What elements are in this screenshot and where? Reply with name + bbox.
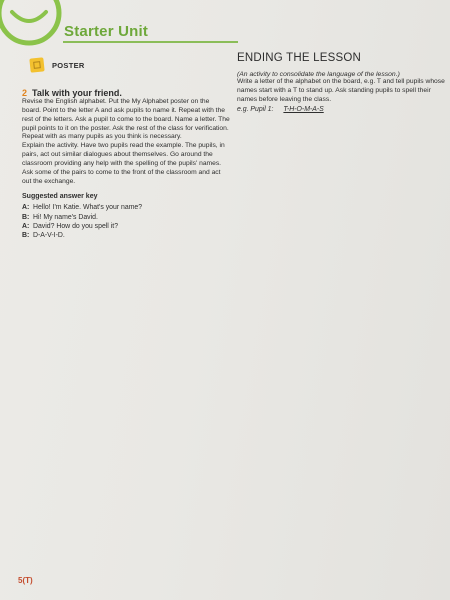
dialogue-speaker: A: <box>22 204 30 212</box>
task-paragraph-1: Revise the English alphabet. Put the My Alphabet poster on the board. Point to the letter A and ask pupils to name it. Repeat with the rest of the letters. Ask a pupil to come to the board. Name a letter. The pupil points to it on the poster. Ask the rest of the class for verification. Repeat with as many pupils as you think is necessary. <box>22 98 230 141</box>
ending-example <box>237 106 445 113</box>
poster-label: POSTER <box>52 60 85 70</box>
example-label: e.g. Pupil 1: <box>237 105 274 113</box>
dialogue-speaker: A: <box>22 223 30 231</box>
example-answer: T-H-O-M-A-S <box>283 105 324 113</box>
dialogue-speaker: B: <box>22 213 30 221</box>
dialogue-text: David? How do you spell it? <box>33 223 119 231</box>
poster-icon <box>29 57 44 72</box>
dialogue-text: Hello! I'm Katie. What's your name? <box>33 204 143 212</box>
dialogue-text: D-A-V-I-D. <box>33 232 65 240</box>
unit-title: Starter Unit <box>64 23 149 40</box>
answer-key-heading: Suggested answer key <box>22 193 98 201</box>
ending-title: ENDING THE LESSON <box>237 52 361 64</box>
dialogue-text: Hi! My name's David. <box>33 213 98 221</box>
dialogue-line <box>22 231 230 240</box>
poster-tag <box>30 58 230 72</box>
page-number: 5(T) <box>18 576 33 585</box>
task-heading <box>22 88 230 98</box>
dialogue-speaker: B: <box>22 232 30 240</box>
ending-subtitle: (An activity to consolidate the language of the lesson.) <box>237 71 400 78</box>
right-column <box>237 52 445 113</box>
task-heading-text: Talk with your friend. <box>32 88 122 98</box>
left-column <box>22 58 230 241</box>
smiley-logo-icon <box>0 0 64 48</box>
ending-paragraph: Write a letter of the alphabet on the board, e.g. T and tell pupils whose names start with a T to stand up. Ask standing pupils to spell their names before leaving the class. <box>237 78 445 103</box>
dialogue-line <box>22 222 230 231</box>
header-rule <box>63 41 238 43</box>
dialogue-line <box>22 213 230 222</box>
dialogue-line <box>22 203 230 212</box>
answer-key-dialogue <box>22 203 230 240</box>
task-paragraph-2: Explain the activity. Have two pupils read the example. The pupils, in pairs, act out similar dialogues about themselves. Go around the classroom providing any help with the spelling of the pupils' names. Ask some of the pairs to come to the front of the classroom and act out the exchange. <box>22 142 225 185</box>
task-number: 2 <box>22 88 28 98</box>
